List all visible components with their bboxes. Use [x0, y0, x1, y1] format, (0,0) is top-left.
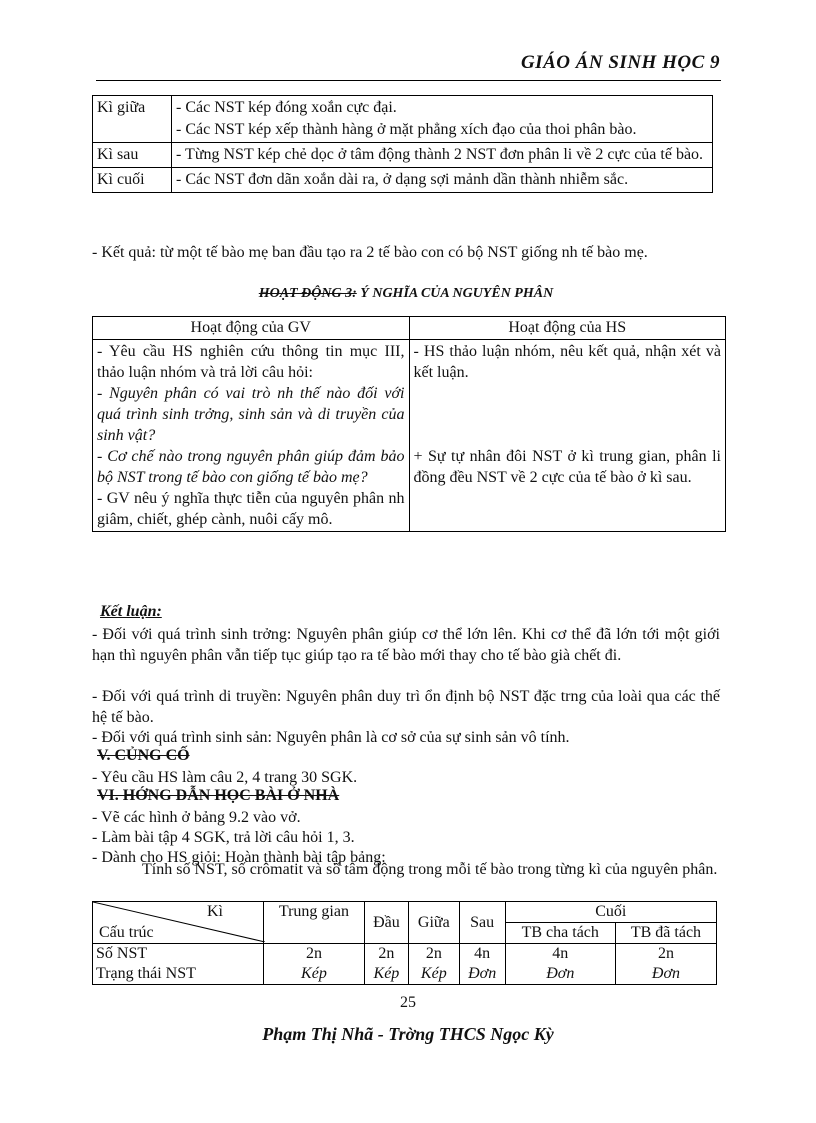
value: 2n	[657, 945, 674, 962]
table-row	[93, 944, 717, 985]
column-header-hs: Hoạt động của HS	[409, 317, 726, 340]
table-header-row	[93, 317, 726, 340]
value: Kép	[373, 965, 400, 982]
header-cau-truc: Cấu trúc	[99, 924, 154, 941]
value: 4n	[474, 945, 491, 962]
section-6-line-1: - Vẽ các hình ở bảng 9.2 vào vở.	[92, 809, 301, 826]
page-footer: Phạm Thị Nhã - Trờng THCS Ngọc Kỳ	[262, 1024, 554, 1044]
section-6-heading	[97, 787, 339, 805]
value-cell	[364, 944, 408, 985]
table-row	[93, 96, 713, 143]
subheader-tb-cha: TB cha tách	[505, 923, 615, 944]
section-5-title: V. CỦNG CỐ	[97, 747, 190, 764]
header-trung-gian: Trung gian	[264, 902, 365, 944]
value-cell	[264, 944, 365, 985]
gv-question-1: - Nguyên phân có vai trò nh thế nào đối với quá trình sinh trởng, sinh sản và di truyền của sinh vật?	[97, 385, 405, 444]
hs-response-1: - HS thảo luận nhóm, nêu kết quả, nhận xét và kết luận.	[413, 343, 721, 381]
hs-activity-cell	[409, 340, 726, 532]
table-header-row	[93, 902, 717, 923]
row-label-so-nst: Số NST	[96, 945, 148, 962]
stage-cell: Kì giữa	[93, 96, 172, 143]
conclusion-paragraph-3: - Đối với quá trình sinh sản: Nguyên phân là cơ sở của sự sinh sản vô tính.	[92, 729, 570, 746]
description-line: - Các NST kép xếp thành hàng ở mặt phẳng xích đạo của thoi phân bào.	[176, 121, 637, 138]
value: Đơn	[468, 965, 497, 982]
conclusion-heading: Kết luận:	[100, 603, 162, 620]
value-cell	[505, 944, 615, 985]
value: 2n	[305, 945, 322, 962]
page-number: 25	[400, 994, 416, 1011]
description-cell	[172, 143, 713, 168]
header-ki: Kì	[207, 903, 223, 920]
mitosis-stages-table	[92, 95, 713, 193]
stage-cell: Kì sau	[93, 143, 172, 168]
description-cell	[172, 168, 713, 193]
row-label-trang-thai: Trạng thái NST	[96, 965, 196, 982]
spacer	[414, 383, 722, 446]
exercise-task: Tính số NST, số crômatit và số tâm động trong mỗi tế bào trong từng kì của nguyên phân.	[142, 861, 718, 878]
table-row	[93, 168, 713, 193]
description-line: - Các NST kép đóng xoắn cực đại.	[176, 99, 397, 116]
value-cell	[615, 944, 716, 985]
gv-intro: - Yêu cầu HS nghiên cứu thông tin mục III, thảo luận nhóm và trả lời câu hỏi:	[97, 343, 405, 381]
description-line: - Các NST đơn dãn xoắn dài ra, ở dạng sợi mảnh dần thành nhiễm sắc.	[176, 171, 629, 188]
description-line: - Từng NST kép chẻ dọc ở tâm động thành 2 NST đơn phân li về 2 cực của tế bào.	[176, 146, 704, 163]
header-dau: Đầu	[364, 902, 408, 944]
column-header-gv: Hoạt động của GV	[93, 317, 410, 340]
activity-3-table	[92, 316, 726, 532]
value: Kép	[301, 965, 327, 982]
table-row	[93, 340, 726, 532]
section-6-line-3: - Dành cho HS giỏi: Hoàn thành bài tập bảng:	[92, 849, 386, 866]
activity-3-title: Ý NGHĨA CỦA NGUYÊN PHÂN	[356, 286, 554, 301]
description-cell	[172, 96, 713, 143]
activity-3-prefix: HOẠT ĐỘNG 3:	[258, 286, 357, 301]
value: 2n	[425, 945, 442, 962]
row-label-cell	[93, 944, 264, 985]
section-5-heading	[97, 747, 190, 765]
subheader-tb-da-tach: TB đã tách	[615, 923, 716, 944]
document-header-title: GIÁO ÁN SINH HỌC 9	[520, 52, 720, 73]
section-5-line: - Yêu cầu HS làm câu 2, 4 trang 30 SGK.	[92, 769, 358, 786]
value: Kép	[420, 965, 447, 982]
header-giua: Giữa	[408, 902, 459, 944]
hs-response-2: + Sự tự nhân đôi NST ở kì trung gian, phân li đồng đều NST về 2 cực của tế bào ở kì sau.	[413, 448, 721, 486]
gv-question-2: - Cơ chế nào trong nguyên phân giúp đảm bảo bộ NST trong tế bào con giống tế bào mẹ?	[97, 448, 405, 486]
exercise-table	[92, 901, 717, 985]
value: Đơn	[546, 965, 575, 982]
header-sau: Sau	[459, 902, 505, 944]
value: 2n	[378, 945, 395, 962]
activity-3-heading	[92, 286, 720, 302]
header-rule	[96, 80, 721, 81]
conclusion-paragraph-1: - Đối với quá trình sinh trởng: Nguyên phân giúp cơ thể lớn lên. Khi cơ thể đã lớn tới một giới hạn thì nguyên phân vẫn tiếp tục giúp tạo ra tế bào mới thay cho tế bào già chết đi.	[92, 626, 720, 664]
value: 4n	[552, 945, 569, 962]
value-cell	[408, 944, 459, 985]
result-paragraph: - Kết quả: từ một tế bào mẹ ban đầu tạo ra 2 tế bào con có bộ NST giống nh tế bào mẹ.	[92, 244, 648, 261]
value-cell	[459, 944, 505, 985]
table-row	[93, 143, 713, 168]
gv-activity-cell	[93, 340, 410, 532]
header-cuoi: Cuối	[505, 902, 716, 923]
section-6-title: VI. HỚNG DẪN HỌC BÀI Ở NHÀ	[97, 787, 340, 804]
diagonal-header-cell	[93, 902, 264, 944]
stage-cell: Kì cuối	[93, 168, 172, 193]
conclusion-paragraph-2: - Đối với quá trình di truyền: Nguyên phân duy trì ổn định bộ NST đặc trng của loài qua các thế hệ tế bào.	[92, 688, 720, 726]
value: Đơn	[651, 965, 680, 982]
gv-practical: - GV nêu ý nghĩa thực tiễn của nguyên phân nh giâm, chiết, ghép cành, nuôi cấy mô.	[97, 490, 405, 528]
section-6-line-2: - Làm bài tập 4 SGK, trả lời câu hỏi 1, 3.	[92, 829, 355, 846]
